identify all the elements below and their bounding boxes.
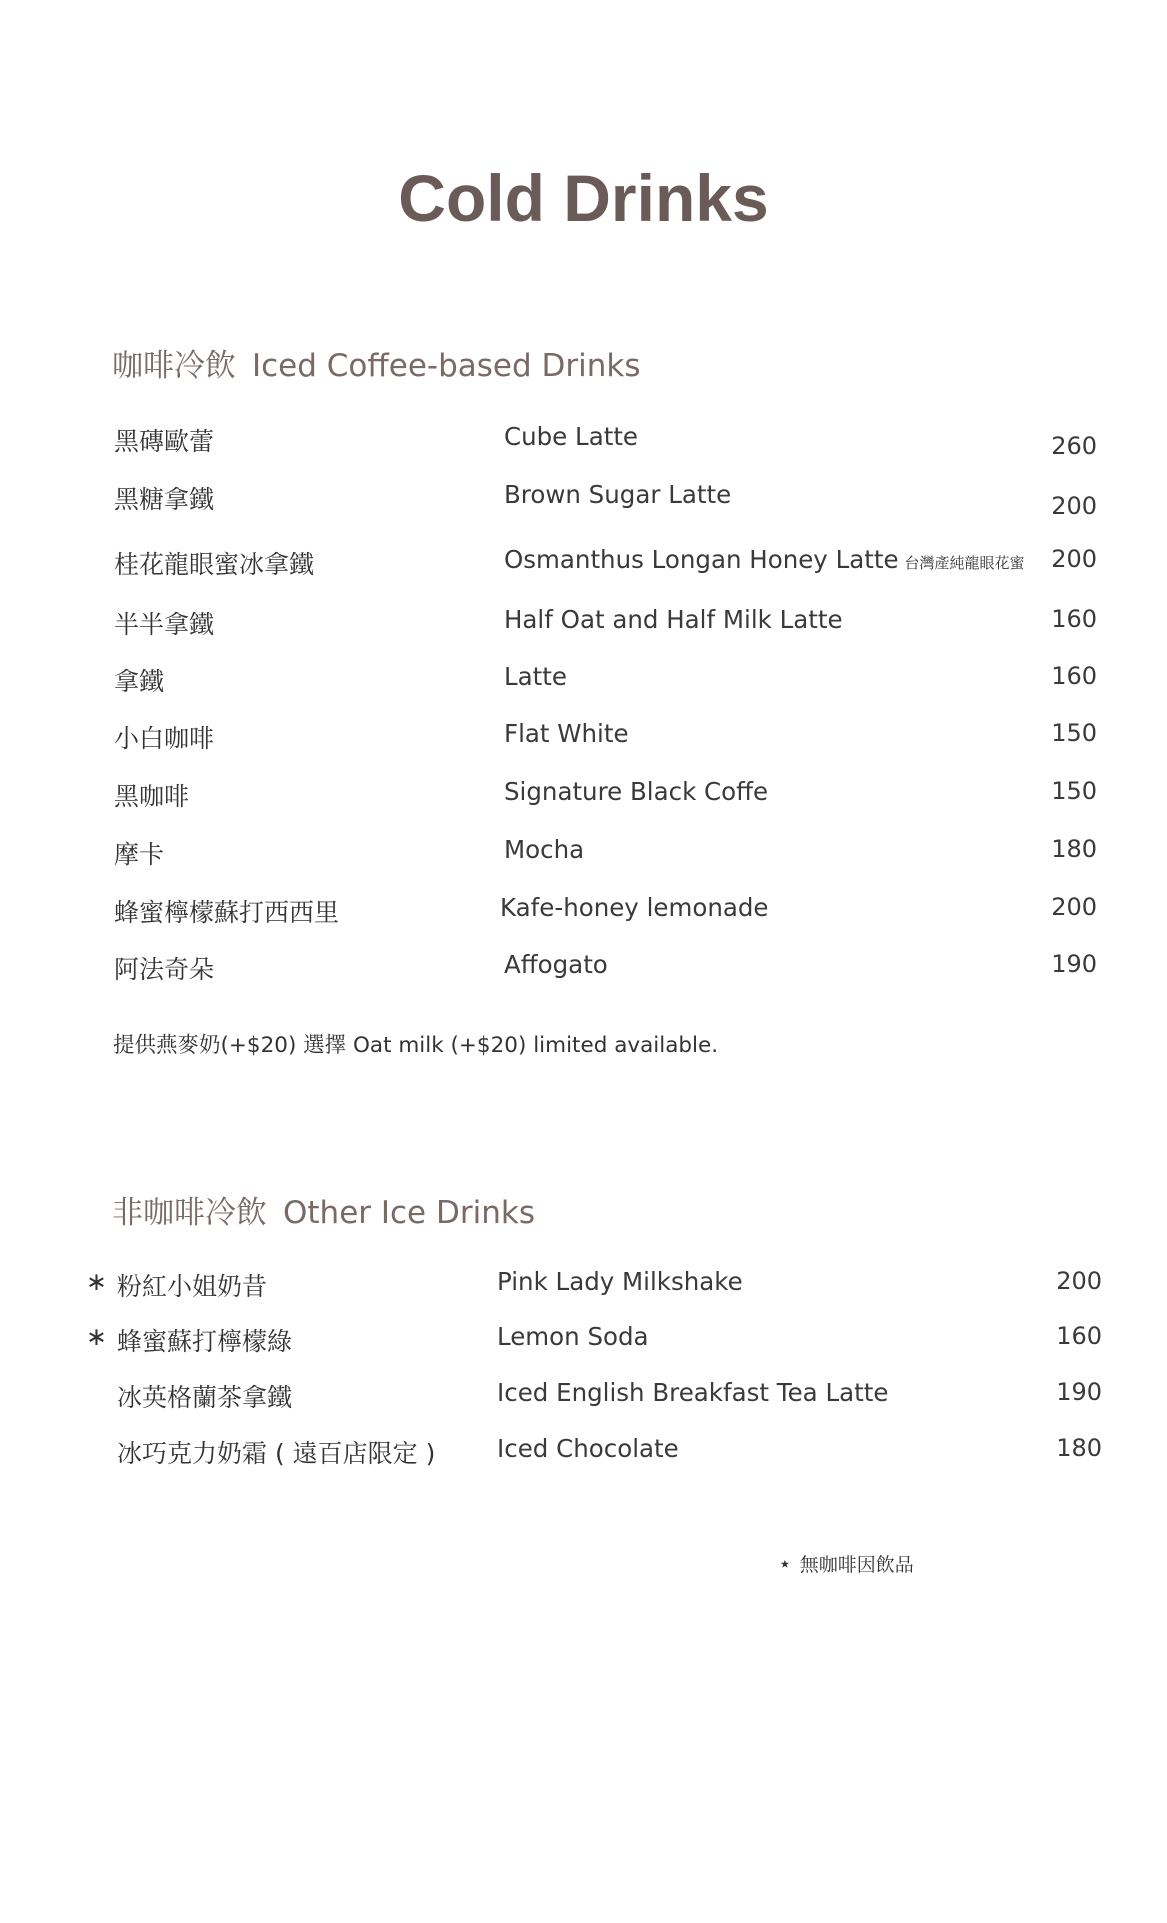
item-name-zh: 蜂蜜檸檬蘇打西西里 xyxy=(114,898,340,927)
item-name-en: Pink Lady Milkshake xyxy=(497,1267,743,1296)
menu-item xyxy=(0,1267,1167,1307)
item-name-en: Iced Chocolate xyxy=(497,1434,679,1463)
item-name-en: Latte xyxy=(504,662,567,691)
item-name-en: Lemon Soda xyxy=(497,1322,649,1351)
item-name-zh: 半半拿鐵 xyxy=(114,610,215,639)
item-name-en-text: Osmanthus Longan Honey Latte xyxy=(504,545,899,574)
item-name-en: Kafe-honey lemonade xyxy=(500,893,769,922)
item-name-zh: 拿鐵 xyxy=(114,667,165,696)
item-price: 160 xyxy=(1051,662,1097,690)
item-price: 150 xyxy=(1051,719,1097,747)
item-name-zh: 冰英格蘭茶拿鐵 xyxy=(117,1383,293,1412)
menu-item xyxy=(0,422,1167,462)
item-name-en: Half Oat and Half Milk Latte xyxy=(504,605,843,634)
item-name-zh: 冰巧克力奶霜 ( 遠百店限定 ) xyxy=(117,1439,436,1468)
menu-item xyxy=(0,662,1167,702)
item-price: 160 xyxy=(1051,605,1097,633)
item-name-zh: 黑咖啡 xyxy=(114,782,190,811)
menu-item xyxy=(0,1322,1167,1362)
menu-item xyxy=(0,545,1167,585)
menu-item xyxy=(0,1378,1167,1418)
oat-milk-note: 提供燕麥奶(+$20) 選擇 Oat milk (+$20) limited available. xyxy=(113,1033,719,1058)
item-price: 160 xyxy=(1056,1322,1102,1350)
menu-item xyxy=(0,480,1167,520)
item-price: 200 xyxy=(1051,545,1097,573)
page-title: Cold Drinks xyxy=(398,161,769,235)
item-price: 200 xyxy=(1056,1267,1102,1295)
section-heading-en: Other Ice Drinks xyxy=(283,1195,535,1231)
item-name-zh: 蜂蜜蘇打檸檬綠 xyxy=(117,1327,293,1356)
section-heading-zh: 咖啡冷飲 xyxy=(112,348,236,384)
section-heading-other xyxy=(112,1187,535,1232)
item-price: 190 xyxy=(1051,950,1097,978)
item-price: 190 xyxy=(1056,1378,1102,1406)
item-name-en: Signature Black Coffe xyxy=(504,777,769,806)
section-heading-zh: 非咖啡冷飲 xyxy=(112,1195,267,1231)
item-name-zh: 黑糖拿鐵 xyxy=(114,485,215,514)
legend-text: 無咖啡因飲品 xyxy=(799,1554,914,1576)
item-price: 180 xyxy=(1051,835,1097,863)
item-name-en: Iced English Breakfast Tea Latte xyxy=(497,1378,889,1407)
menu-item xyxy=(0,605,1167,645)
item-name-zh: 阿法奇朵 xyxy=(114,955,215,984)
item-name-zh: 粉紅小姐奶昔 xyxy=(117,1272,268,1301)
star-icon: ⋆ xyxy=(778,1552,792,1577)
decaf-marker-icon: ∗ xyxy=(86,1267,107,1296)
item-price: 180 xyxy=(1056,1434,1102,1462)
section-heading-coffee xyxy=(112,340,641,385)
item-price: 200 xyxy=(1051,893,1097,921)
item-name-zh: 摩卡 xyxy=(114,840,165,869)
menu-item xyxy=(0,950,1167,990)
item-note: 台灣產純龍眼花蜜 xyxy=(904,554,1025,572)
item-name-en: Mocha xyxy=(504,835,585,864)
menu-item xyxy=(0,893,1167,933)
item-price: 200 xyxy=(1051,492,1097,520)
item-name-en: Flat White xyxy=(504,719,629,748)
item-name-en xyxy=(504,545,1025,574)
item-name-en: Cube Latte xyxy=(504,422,638,451)
item-name-zh: 黑磚歐蕾 xyxy=(114,427,215,456)
item-name-en: Affogato xyxy=(504,950,608,979)
menu-item xyxy=(0,835,1167,875)
decaf-marker-icon: ∗ xyxy=(86,1322,107,1351)
item-price: 150 xyxy=(1051,777,1097,805)
item-name-zh: 桂花龍眼蜜冰拿鐵 xyxy=(114,550,315,579)
item-price: 260 xyxy=(1051,432,1097,460)
decaf-legend xyxy=(778,1550,914,1577)
item-name-en: Brown Sugar Latte xyxy=(504,480,732,509)
section-heading-en: Iced Coffee-based Drinks xyxy=(252,348,641,384)
item-name-zh: 小白咖啡 xyxy=(114,724,215,753)
menu-item xyxy=(0,1434,1167,1474)
menu-item xyxy=(0,719,1167,759)
menu-item xyxy=(0,777,1167,817)
